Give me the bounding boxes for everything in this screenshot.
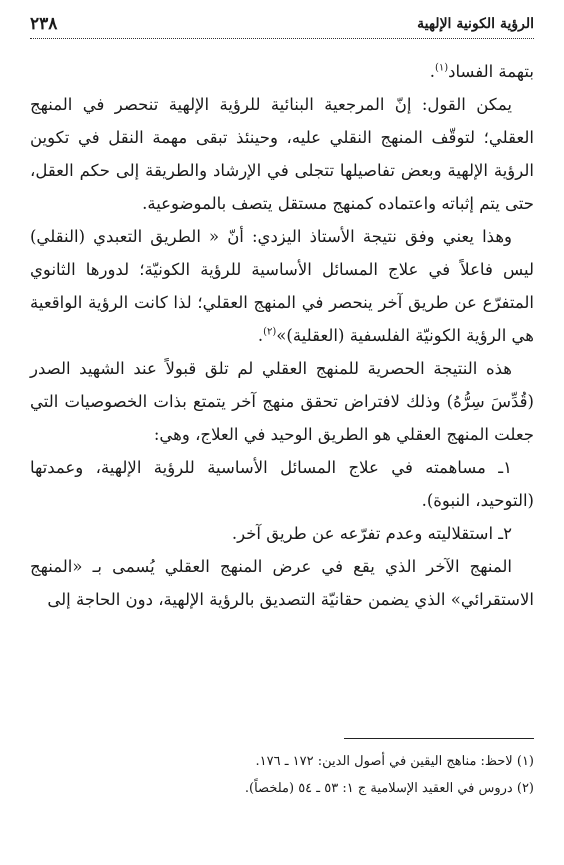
paragraph-2: يمكن القول: إنّ المرجعية البنائية للرؤية الإلهية تنحصر في المنهج العقلي؛ لتوقّف المنهج النقلي عليه، وحينئذ تبقى مهمة النقل في تكوين الرؤية الإلهية وبعض تفاصيلها تتجلى في الإرشاد والطريقة إلى حكم العقل، حتى يتم إثباته واعتماده كمنهج مستقل يتصف بالموضوعية. (30, 95, 534, 213)
footnotes (30, 748, 534, 802)
page-number: ٢٣٨ (30, 14, 58, 34)
header-title: الرؤية الكونية الإلهية (417, 16, 534, 32)
paragraph-7: المنهج الآخر الذي يقع في عرض المنهج العقلي يُسمى بـ «المنهج الاستقرائي» الذي يضمن حقانيّة التصديق بالرؤية الإلهية، دون الحاجة إلى (30, 557, 534, 609)
paragraph-3-text: وهذا يعني وفق نتيجة الأستاذ اليزدي: أنّ « الطريق التعبدي (النقلي) ليس فاعلاً في علاج المسائل الأساسية للرؤية الكونيّة؛ لدورها الثانوي المتفرّع عن طريق آخر ينحصر في المنهج العقلي؛ لذا كانت الرؤية الواقعية هي الرؤية الكونيّة الفلسفية (العقلية)» (30, 227, 534, 345)
footnote-divider (344, 738, 534, 739)
paragraph-5: ١ـ مساهمته في علاج المسائل الأساسية للرؤية الإلهية، وعمدتها (التوحيد، النبوة). (30, 458, 534, 510)
footnote-ref-1: (١) (434, 62, 449, 74)
footnote-ref-2: (٢) (263, 326, 277, 338)
body-text (30, 55, 534, 616)
footnote-2: (٢) دروس في العقيد الإسلامية ج ١: ٥٣ ـ ٥٤ (ملخصاً). (244, 781, 534, 796)
paragraph-1 (30, 55, 534, 88)
paragraph-4: هذه النتيجة الحصرية للمنهج العقلي لم تلق قبولاً عند الشهيد الصدر (قُدِّسَ سِرُّهُ) وذلك لافتراض تحقق منهج آخر يتمتع بذات الخصوصيات التي جعلت المنهج العقلي هو الطريق الوحيد في العلاج، وهي: (30, 359, 534, 444)
paragraph-3 (30, 220, 534, 352)
paragraph-1-text: بتهمة الفساد (448, 62, 534, 81)
paragraph-6: ٢ـ استقلاليته وعدم تفرّعه عن طريق آخر. (231, 524, 512, 543)
paragraph-1-end: . (429, 62, 435, 81)
running-header (30, 10, 534, 39)
paragraph-3-end: . (257, 326, 264, 345)
book-page (30, 10, 534, 855)
footnote-1: (١) لاحظ: مناهج اليقين في أصول الدين: ١٧٢ ـ ١٧٦. (255, 754, 534, 769)
